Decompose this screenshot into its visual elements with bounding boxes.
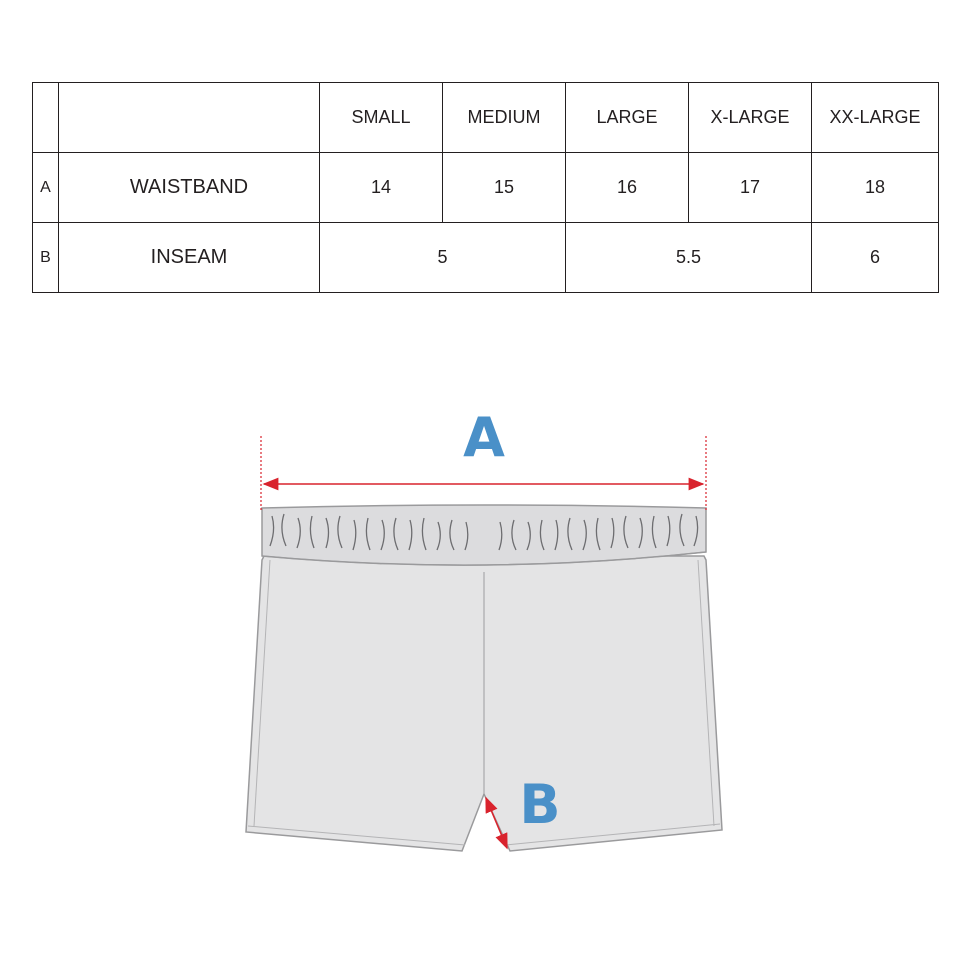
inseam-large-x-large-value: 5.5 — [566, 223, 812, 293]
label-b: B — [519, 773, 561, 836]
shorts-illustration — [246, 505, 722, 851]
header-size-large: LARGE — [566, 83, 689, 153]
label-a: A — [463, 406, 505, 469]
measure-name-inseam: INSEAM — [59, 223, 320, 293]
waistband-medium-value: 15 — [443, 153, 566, 223]
measure-name-waistband: WAISTBAND — [59, 153, 320, 223]
inseam-small-medium-value: 5 — [320, 223, 566, 293]
header-size-small: SMALL — [320, 83, 443, 153]
header-size-medium: MEDIUM — [443, 83, 566, 153]
header-size-x-large: X-LARGE — [689, 83, 812, 153]
waistband-xx-large-value: 18 — [812, 153, 939, 223]
inseam-xx-large-value: 6 — [812, 223, 939, 293]
waistband-small-value: 14 — [320, 153, 443, 223]
measurement-a — [261, 406, 706, 512]
waistband-x-large-value: 17 — [689, 153, 812, 223]
row-key-b: B — [33, 223, 59, 293]
header-size-xx-large: XX-LARGE — [812, 83, 939, 153]
row-key-a: A — [33, 153, 59, 223]
waistband-large-value: 16 — [566, 153, 689, 223]
